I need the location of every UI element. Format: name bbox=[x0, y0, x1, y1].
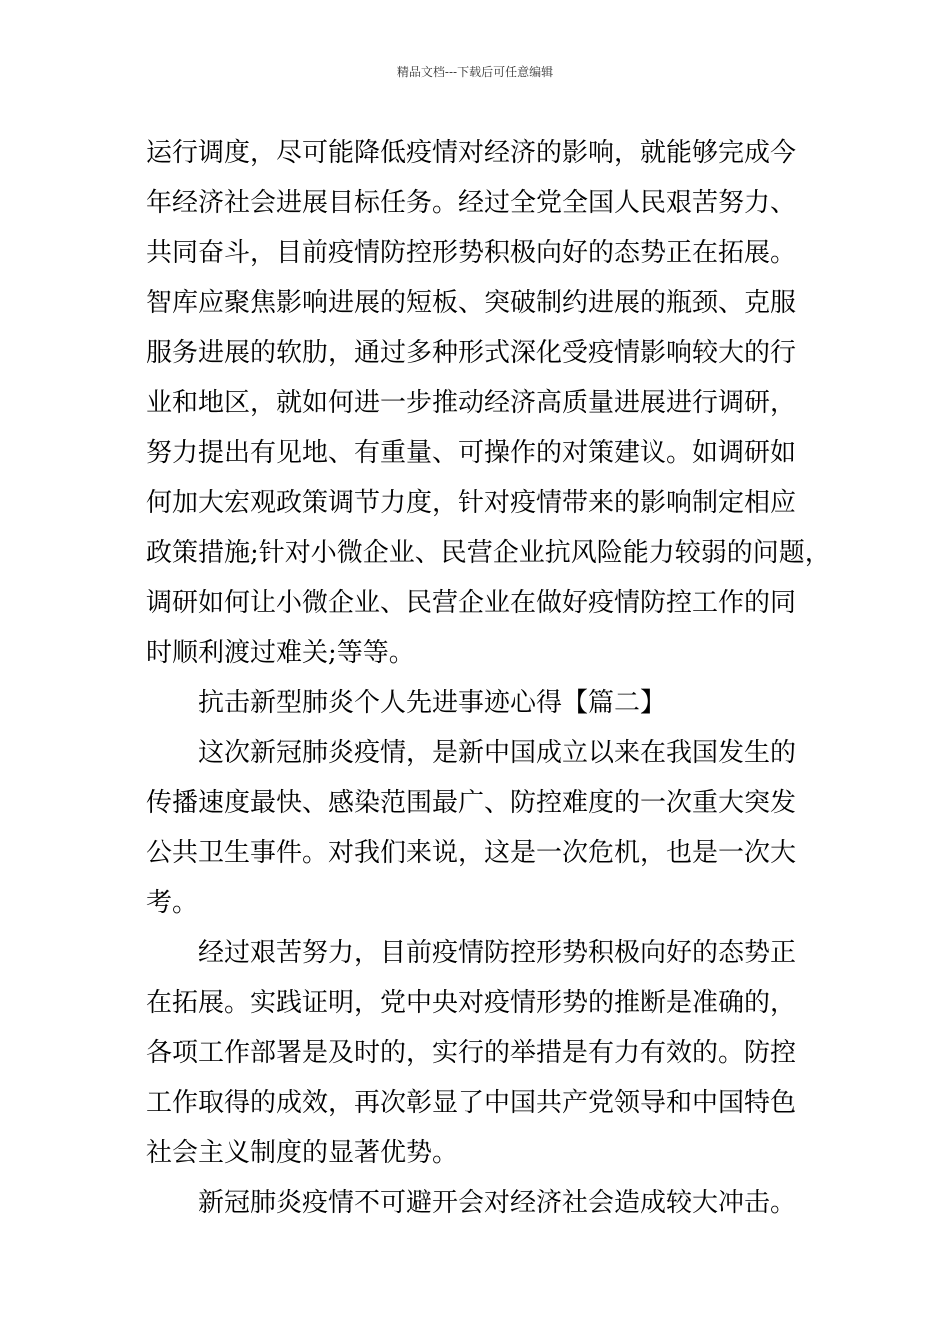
text-line: 考。 bbox=[146, 888, 199, 918]
text-line: 各项工作部署是及时的，实行的举措是有力有效的。防控 bbox=[146, 1038, 797, 1068]
text-line: 抗击新型肺炎个人先进事迹心得【篇二】 bbox=[198, 688, 667, 718]
text-line: 政策措施;针对小微企业、民营企业抗风险能力较弱的问题， bbox=[146, 538, 831, 568]
paragraph bbox=[146, 128, 831, 678]
document-body bbox=[146, 128, 831, 1228]
text-line: 公共卫生事件。对我们来说，这是一次危机，也是一次大 bbox=[146, 838, 797, 868]
text-line: 调研如何让小微企业、民营企业在做好疫情防控工作的同 bbox=[146, 588, 797, 618]
paragraph bbox=[146, 928, 814, 1178]
text-line: 努力提出有见地、有重量、可操作的对策建议。如调研如 bbox=[146, 438, 797, 468]
text-line: 这次新冠肺炎疫情，是新中国成立以来在我国发生的 bbox=[198, 738, 797, 768]
page-header: 精品文档---下载后可任意编辑 bbox=[396, 65, 554, 79]
text-line: 年经济社会进展目标任务。经过全党全国人民艰苦努力、 bbox=[146, 188, 797, 218]
paragraph bbox=[146, 728, 814, 928]
text-line: 共同奋斗，目前疫情防控形势积极向好的态势正在拓展。 bbox=[146, 238, 797, 268]
section-heading bbox=[146, 678, 814, 728]
text-line: 在拓展。实践证明，党中央对疫情形势的推断是准确的， bbox=[146, 988, 797, 1018]
text-line: 服务进展的软肋，通过多种形式深化受疫情影响较大的行 bbox=[146, 338, 797, 368]
text-line: 业和地区，就如何进一步推动经济高质量进展进行调研， bbox=[146, 388, 797, 418]
text-line: 社会主义制度的显著优势。 bbox=[146, 1138, 459, 1168]
text-line: 经过艰苦努力，目前疫情防控形势积极向好的态势正 bbox=[198, 938, 797, 968]
text-line: 时顺利渡过难关;等等。 bbox=[146, 638, 415, 668]
text-line: 工作取得的成效，再次彰显了中国共产党领导和中国特色 bbox=[146, 1088, 797, 1118]
paragraph bbox=[146, 1178, 814, 1228]
text-line: 运行调度，尽可能降低疫情对经济的影响，就能够完成今 bbox=[146, 138, 797, 168]
text-line: 新冠肺炎疫情不可避开会对经济社会造成较大冲击。 bbox=[198, 1188, 797, 1218]
text-line: 何加大宏观政策调节力度，针对疫情带来的影响制定相应 bbox=[146, 488, 797, 518]
text-line: 智库应聚焦影响进展的短板、突破制约进展的瓶颈、克服 bbox=[146, 288, 797, 318]
text-line: 传播速度最快、感染范围最广、防控难度的一次重大突发 bbox=[146, 788, 797, 818]
